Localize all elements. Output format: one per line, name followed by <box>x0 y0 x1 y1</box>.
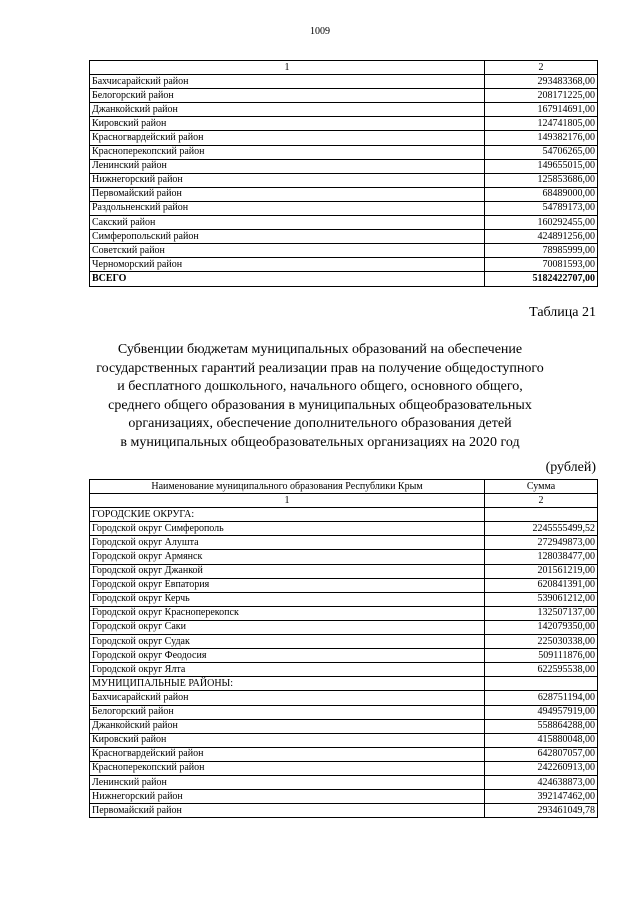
amount-value: 149382176,00 <box>485 131 598 145</box>
column-index-name: 1 <box>90 494 485 508</box>
table-row <box>90 131 598 145</box>
amount-value: 5182422707,00 <box>485 272 598 286</box>
section-header-row <box>90 508 598 522</box>
total-row <box>90 272 598 286</box>
title-line: и бесплатного дошкольного, начального общего, основного общего, <box>117 379 523 395</box>
table-row <box>90 89 598 103</box>
page-number: 1009 <box>310 26 330 37</box>
column-index-value: 2 <box>485 494 598 508</box>
table-row <box>90 522 598 536</box>
municipality-name: Городской округ Красноперекопск <box>90 606 485 620</box>
table-row <box>90 230 598 244</box>
amount-value: 225030338,00 <box>485 635 598 649</box>
municipality-name: Кировский район <box>90 117 485 131</box>
table-row <box>90 649 598 663</box>
table-row <box>90 733 598 747</box>
amount-value: 160292455,00 <box>485 216 598 230</box>
municipality-name: Городской округ Симферополь <box>90 522 485 536</box>
column-index-value: 2 <box>485 61 598 75</box>
amount-value: 628751194,00 <box>485 691 598 705</box>
municipality-name: Нижнегорский район <box>90 173 485 187</box>
amount-value: 208171225,00 <box>485 89 598 103</box>
municipality-name: Городской округ Керчь <box>90 592 485 606</box>
amount-value: 415880048,00 <box>485 733 598 747</box>
table-row <box>90 790 598 804</box>
amount-value: 494957919,00 <box>485 705 598 719</box>
table-row <box>90 216 598 230</box>
municipality-name: Сакский район <box>90 216 485 230</box>
amount-value: 125853686,00 <box>485 173 598 187</box>
amount-value: 509111876,00 <box>485 649 598 663</box>
amount-value: 124741805,00 <box>485 117 598 131</box>
amount-value: 539061212,00 <box>485 592 598 606</box>
table-row <box>90 663 598 677</box>
amount-value: 54706265,00 <box>485 145 598 159</box>
amount-value: 78985999,00 <box>485 244 598 258</box>
municipality-name: ВСЕГО <box>90 272 485 286</box>
amount-value: 54789173,00 <box>485 201 598 215</box>
municipality-name: Красногвардейский район <box>90 131 485 145</box>
amount-value: 293483368,00 <box>485 75 598 89</box>
table-row <box>90 578 598 592</box>
amount-value: 201561219,00 <box>485 564 598 578</box>
municipality-name: Белогорский район <box>90 89 485 103</box>
table-row <box>90 592 598 606</box>
table-row <box>90 201 598 215</box>
amount-value: 620841391,00 <box>485 578 598 592</box>
municipality-name: Нижнегорский район <box>90 790 485 804</box>
table-row <box>90 606 598 620</box>
column-index-name: 1 <box>90 61 485 75</box>
amount-value <box>485 677 598 691</box>
municipality-name: Ленинский район <box>90 775 485 789</box>
municipality-name: Джанкойский район <box>90 719 485 733</box>
table-row <box>90 244 598 258</box>
amount-value: 142079350,00 <box>485 620 598 634</box>
table-row <box>90 103 598 117</box>
header-municipality: Наименование муниципального образования Республики Крым <box>90 480 485 494</box>
table-row <box>90 620 598 634</box>
title-line: среднего общего образования в муниципальных общеобразовательных <box>108 397 532 413</box>
municipality-name: Бахчисарайский район <box>90 691 485 705</box>
amount-value: 272949873,00 <box>485 536 598 550</box>
amount-value: 242260913,00 <box>485 761 598 775</box>
amount-value: 642807057,00 <box>485 747 598 761</box>
municipality-name: Симферопольский район <box>90 230 485 244</box>
municipality-name: Бахчисарайский район <box>90 75 485 89</box>
amount-value: 167914691,00 <box>485 103 598 117</box>
units-label: (рублей) <box>545 460 596 475</box>
municipality-name: Черноморский район <box>90 258 485 272</box>
municipality-name: Красногвардейский район <box>90 747 485 761</box>
municipality-name: Первомайский район <box>90 187 485 201</box>
title-line: в муниципальных общеобразовательных организациях на 2020 год <box>120 434 520 450</box>
table-row <box>90 75 598 89</box>
municipality-name: Красноперекопский район <box>90 145 485 159</box>
table-row <box>90 117 598 131</box>
amount-value: 68489000,00 <box>485 187 598 201</box>
amount-value: 132507137,00 <box>485 606 598 620</box>
amount-value: 128038477,00 <box>485 550 598 564</box>
municipality-name: Городской округ Армянск <box>90 550 485 564</box>
municipality-name: Городской округ Евпатория <box>90 578 485 592</box>
table-row <box>90 804 598 818</box>
table-title <box>60 341 580 453</box>
table-row <box>90 536 598 550</box>
amount-value: 293461049,78 <box>485 804 598 818</box>
title-line: Субвенции бюджетам муниципальных образований на обеспечение <box>117 342 523 357</box>
table-row <box>90 173 598 187</box>
section-header-row <box>90 677 598 691</box>
amount-value: 558864288,00 <box>485 719 598 733</box>
table-row <box>90 705 598 719</box>
column-index-row <box>90 61 598 75</box>
table-row <box>90 761 598 775</box>
title-line: организациях, обеспечение дополнительного образования детей <box>128 416 512 432</box>
amount-value: 2245555499,52 <box>485 522 598 536</box>
municipality-name: Кировский район <box>90 733 485 747</box>
table-row <box>90 775 598 789</box>
amount-value: 424891256,00 <box>485 230 598 244</box>
title-line: государственных гарантий реализации прав на получение общедоступного <box>96 360 544 376</box>
municipality-name: Городской округ Ялта <box>90 663 485 677</box>
table-row <box>90 747 598 761</box>
municipality-name: Ленинский район <box>90 159 485 173</box>
table-row <box>90 550 598 564</box>
municipality-name: Городской округ Судак <box>90 635 485 649</box>
table-row <box>90 635 598 649</box>
amount-value: 424638873,00 <box>485 775 598 789</box>
table-row <box>90 719 598 733</box>
subvention-table <box>89 479 598 818</box>
municipality-name: Джанкойский район <box>90 103 485 117</box>
amount-value: 392147462,00 <box>485 790 598 804</box>
header-sum: Сумма <box>485 480 598 494</box>
amount-value: 149655015,00 <box>485 159 598 173</box>
table-row <box>90 187 598 201</box>
amount-value: 70081593,00 <box>485 258 598 272</box>
table-row <box>90 145 598 159</box>
municipality-name: Городской округ Феодосия <box>90 649 485 663</box>
municipality-name: Первомайский район <box>90 804 485 818</box>
table-caption: Таблица 21 <box>529 305 596 320</box>
municipality-name: Советский район <box>90 244 485 258</box>
allocation-table-continued <box>89 60 598 287</box>
table-row <box>90 564 598 578</box>
municipality-name: Городской округ Саки <box>90 620 485 634</box>
column-index-row <box>90 494 598 508</box>
table-row <box>90 258 598 272</box>
municipality-name: Городской округ Джанкой <box>90 564 485 578</box>
municipality-name: Красноперекопский район <box>90 761 485 775</box>
table-header-row <box>90 480 598 494</box>
table-row <box>90 159 598 173</box>
municipality-name: Городской округ Алушта <box>90 536 485 550</box>
municipality-name: МУНИЦИПАЛЬНЫЕ РАЙОНЫ: <box>90 677 485 691</box>
table-row <box>90 691 598 705</box>
amount-value <box>485 508 598 522</box>
municipality-name: ГОРОДСКИЕ ОКРУГА: <box>90 508 485 522</box>
municipality-name: Раздольненский район <box>90 201 485 215</box>
amount-value: 622595538,00 <box>485 663 598 677</box>
municipality-name: Белогорский район <box>90 705 485 719</box>
